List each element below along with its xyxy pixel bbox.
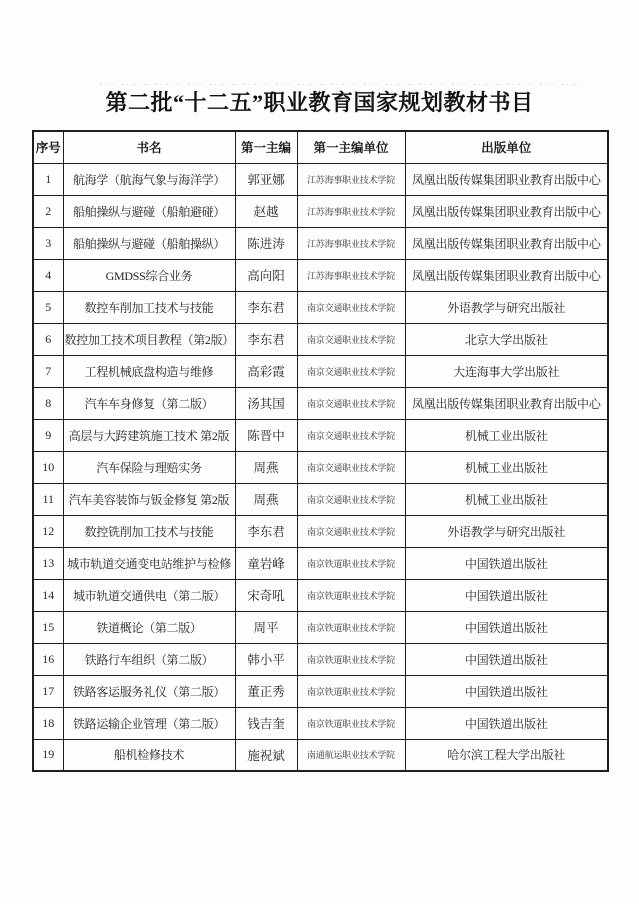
cell-book: 船舶操纵与避碰（船舶操纵） bbox=[63, 227, 235, 259]
col-header-unit: 第一主编单位 bbox=[297, 131, 405, 163]
cell-editor: 高向阳 bbox=[235, 259, 297, 291]
cell-publisher: 中国铁道出版社 bbox=[405, 643, 608, 675]
cell-unit: 南京交通职业技术学院 bbox=[297, 483, 405, 515]
table-row bbox=[33, 579, 608, 611]
cell-unit: 南京铁道职业技术学院 bbox=[297, 643, 405, 675]
table-row bbox=[33, 611, 608, 643]
cell-publisher: 中国铁道出版社 bbox=[405, 675, 608, 707]
table-header-row bbox=[33, 131, 608, 163]
col-header-book: 书名 bbox=[63, 131, 235, 163]
table-row bbox=[33, 483, 608, 515]
cell-editor: 童岩峰 bbox=[235, 547, 297, 579]
cell-book: 船舶操纵与避碰（船舶避碰） bbox=[63, 195, 235, 227]
cell-editor: 汤其国 bbox=[235, 387, 297, 419]
cell-publisher: 凤凰出版传媒集团职业教育出版中心 bbox=[405, 227, 608, 259]
cell-editor: 高彩霞 bbox=[235, 355, 297, 387]
cell-book: 铁路客运服务礼仪（第二版） bbox=[63, 675, 235, 707]
cell-unit: 南京交通职业技术学院 bbox=[297, 387, 405, 419]
cell-publisher: 中国铁道出版社 bbox=[405, 579, 608, 611]
cell-editor: 郭亚娜 bbox=[235, 163, 297, 195]
cell-no: 17 bbox=[33, 675, 63, 707]
cell-no: 13 bbox=[33, 547, 63, 579]
cell-editor: 陈进涛 bbox=[235, 227, 297, 259]
cell-editor: 李东君 bbox=[235, 323, 297, 355]
table-row bbox=[33, 163, 608, 195]
cell-book: 工程机械底盘构造与维修 bbox=[63, 355, 235, 387]
table-row bbox=[33, 419, 608, 451]
cell-editor: 韩小平 bbox=[235, 643, 297, 675]
cell-editor: 宋奇吼 bbox=[235, 579, 297, 611]
cell-book: 汽车车身修复（第二版） bbox=[63, 387, 235, 419]
cell-no: 8 bbox=[33, 387, 63, 419]
table-row bbox=[33, 707, 608, 739]
col-header-editor: 第一主编 bbox=[235, 131, 297, 163]
cell-unit: 南京铁道职业技术学院 bbox=[297, 579, 405, 611]
cell-unit: 南京交通职业技术学院 bbox=[297, 451, 405, 483]
cell-publisher: 凤凰出版传媒集团职业教育出版中心 bbox=[405, 387, 608, 419]
cell-no: 9 bbox=[33, 419, 63, 451]
cell-publisher: 凤凰出版传媒集团职业教育出版中心 bbox=[405, 163, 608, 195]
cell-editor: 董正秀 bbox=[235, 675, 297, 707]
cell-no: 3 bbox=[33, 227, 63, 259]
cell-book: 航海学（航海气象与海洋学） bbox=[63, 163, 235, 195]
cell-unit: 南京交通职业技术学院 bbox=[297, 419, 405, 451]
cell-editor: 周燕 bbox=[235, 451, 297, 483]
cell-no: 7 bbox=[33, 355, 63, 387]
cell-no: 10 bbox=[33, 451, 63, 483]
table-row bbox=[33, 387, 608, 419]
scan-noise-line bbox=[100, 84, 579, 85]
cell-unit: 南京交通职业技术学院 bbox=[297, 515, 405, 547]
cell-unit: 南京铁道职业技术学院 bbox=[297, 675, 405, 707]
cell-publisher: 凤凰出版传媒集团职业教育出版中心 bbox=[405, 195, 608, 227]
cell-publisher: 机械工业出版社 bbox=[405, 451, 608, 483]
cell-unit: 江苏海事职业技术学院 bbox=[297, 163, 405, 195]
cell-publisher: 机械工业出版社 bbox=[405, 419, 608, 451]
cell-unit: 江苏海事职业技术学院 bbox=[297, 259, 405, 291]
cell-publisher: 大连海事大学出版社 bbox=[405, 355, 608, 387]
cell-publisher: 中国铁道出版社 bbox=[405, 611, 608, 643]
textbook-table bbox=[32, 130, 609, 772]
table-row bbox=[33, 547, 608, 579]
cell-unit: 南京铁道职业技术学院 bbox=[297, 547, 405, 579]
cell-book: 数控加工技术项目教程（第2版） bbox=[63, 323, 235, 355]
cell-unit: 南京铁道职业技术学院 bbox=[297, 707, 405, 739]
table-row bbox=[33, 515, 608, 547]
cell-no: 2 bbox=[33, 195, 63, 227]
table-row bbox=[33, 259, 608, 291]
cell-editor: 钱吉奎 bbox=[235, 707, 297, 739]
cell-no: 14 bbox=[33, 579, 63, 611]
cell-unit: 南京交通职业技术学院 bbox=[297, 323, 405, 355]
cell-publisher: 北京大学出版社 bbox=[405, 323, 608, 355]
cell-book: 铁道概论（第二版） bbox=[63, 611, 235, 643]
col-header-no: 序号 bbox=[33, 131, 63, 163]
table-row bbox=[33, 323, 608, 355]
cell-no: 4 bbox=[33, 259, 63, 291]
page-title: 第二批“十二五”职业教育国家规划教材书目 bbox=[105, 90, 534, 115]
cell-no: 16 bbox=[33, 643, 63, 675]
table-row bbox=[33, 195, 608, 227]
cell-no: 15 bbox=[33, 611, 63, 643]
cell-book: GMDSS综合业务 bbox=[63, 259, 235, 291]
cell-unit: 南京交通职业技术学院 bbox=[297, 355, 405, 387]
cell-unit: 江苏海事职业技术学院 bbox=[297, 195, 405, 227]
cell-no: 12 bbox=[33, 515, 63, 547]
cell-book: 高层与大跨建筑施工技术 第2版 bbox=[63, 419, 235, 451]
table-row bbox=[33, 451, 608, 483]
cell-publisher: 凤凰出版传媒集团职业教育出版中心 bbox=[405, 259, 608, 291]
cell-publisher: 哈尔滨工程大学出版社 bbox=[405, 739, 608, 771]
table-row bbox=[33, 675, 608, 707]
cell-editor: 周平 bbox=[235, 611, 297, 643]
cell-editor: 周燕 bbox=[235, 483, 297, 515]
cell-book: 船机检修技术 bbox=[63, 739, 235, 771]
cell-book: 数控车削加工技术与技能 bbox=[63, 291, 235, 323]
cell-publisher: 机械工业出版社 bbox=[405, 483, 608, 515]
table-row bbox=[33, 355, 608, 387]
cell-editor: 施祝斌 bbox=[235, 739, 297, 771]
cell-unit: 南京铁道职业技术学院 bbox=[297, 611, 405, 643]
cell-book: 铁路运输企业管理（第二版） bbox=[63, 707, 235, 739]
cell-book: 城市轨道交通变电站维护与检修 bbox=[63, 547, 235, 579]
cell-book: 城市轨道交通供电（第二版） bbox=[63, 579, 235, 611]
table-row bbox=[33, 739, 608, 771]
col-header-publisher: 出版单位 bbox=[405, 131, 608, 163]
cell-no: 11 bbox=[33, 483, 63, 515]
cell-book: 铁路行车组织（第二版） bbox=[63, 643, 235, 675]
cell-unit: 南京交通职业技术学院 bbox=[297, 291, 405, 323]
cell-publisher: 外语教学与研究出版社 bbox=[405, 515, 608, 547]
cell-editor: 陈晋中 bbox=[235, 419, 297, 451]
cell-publisher: 外语教学与研究出版社 bbox=[405, 291, 608, 323]
cell-unit: 南通航运职业技术学院 bbox=[297, 739, 405, 771]
cell-book: 汽车保险与理赔实务 bbox=[63, 451, 235, 483]
table-row bbox=[33, 291, 608, 323]
cell-book: 数控铣削加工技术与技能 bbox=[63, 515, 235, 547]
cell-no: 6 bbox=[33, 323, 63, 355]
cell-book: 汽车美容装饰与钣金修复 第2版 bbox=[63, 483, 235, 515]
table-row bbox=[33, 227, 608, 259]
cell-unit: 江苏海事职业技术学院 bbox=[297, 227, 405, 259]
table-row bbox=[33, 643, 608, 675]
cell-editor: 李东君 bbox=[235, 515, 297, 547]
cell-editor: 赵越 bbox=[235, 195, 297, 227]
cell-editor: 李东君 bbox=[235, 291, 297, 323]
cell-no: 1 bbox=[33, 163, 63, 195]
cell-no: 19 bbox=[33, 739, 63, 771]
cell-publisher: 中国铁道出版社 bbox=[405, 547, 608, 579]
cell-no: 5 bbox=[33, 291, 63, 323]
cell-publisher: 中国铁道出版社 bbox=[405, 707, 608, 739]
cell-no: 18 bbox=[33, 707, 63, 739]
